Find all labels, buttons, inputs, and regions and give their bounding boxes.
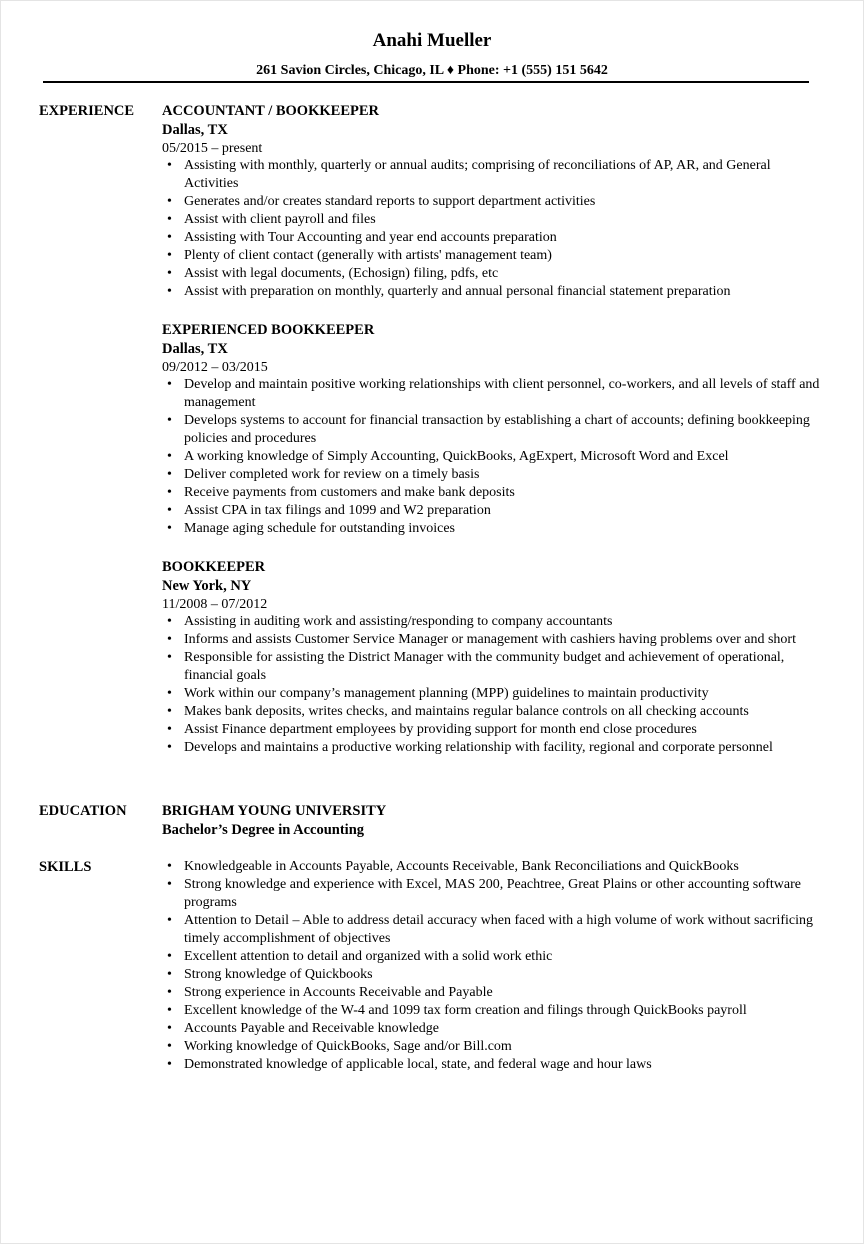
skill-bullet: • Accounts Payable and Receivable knowledge <box>162 1020 822 1038</box>
header-divider <box>43 81 809 83</box>
candidate-name: Anahi Mueller <box>372 30 492 51</box>
skill-bullet: • Knowledgeable in Accounts Payable, Accounts Receivable, Bank Reconciliations and QuickBooks <box>162 858 822 876</box>
contact-line: 261 Savion Circles, Chicago, IL ♦ Phone: +1 (555) 151 5642 <box>256 63 608 78</box>
experience-heading: EXPERIENCE <box>39 103 135 119</box>
job-bullet: • Informs and assists Customer Service Manager or management with cashiers having problems over and short <box>162 631 822 649</box>
job-bullets <box>162 613 822 757</box>
job-bullets <box>162 376 822 538</box>
skills-heading: SKILLS <box>39 859 92 875</box>
job-bullet: • Receive payments from customers and make bank deposits <box>162 484 822 502</box>
job-bullet: • A working knowledge of Simply Accounting, QuickBooks, AgExpert, Microsoft Word and Excel <box>162 448 822 466</box>
job-title: ACCOUNTANT / BOOKKEEPER <box>162 103 379 119</box>
job-bullet: • Deliver completed work for review on a timely basis <box>162 466 822 484</box>
job-title: BOOKKEEPER <box>162 559 266 575</box>
job-location: Dallas, TX <box>162 122 228 138</box>
job-dates: 05/2015 – present <box>162 141 263 156</box>
job-bullet: • Makes bank deposits, writes checks, and maintains regular balance controls on all checking accounts <box>162 703 822 721</box>
job-bullet: • Assisting in auditing work and assisting/responding to company accountants <box>162 613 822 631</box>
job-bullet: • Assist with preparation on monthly, quarterly and annual personal financial statement preparation <box>162 283 822 301</box>
degree: Bachelor’s Degree in Accounting <box>162 822 365 838</box>
job-bullet: • Assist with client payroll and files <box>162 211 822 229</box>
skill-bullet: • Attention to Detail – Able to address detail accuracy when faced with a high volume of work without sacrificing timely accomplishment of objectives <box>162 912 822 948</box>
job-location: Dallas, TX <box>162 341 228 357</box>
job-entry <box>162 321 822 538</box>
skill-bullet: • Excellent attention to detail and organized with a solid work ethic <box>162 948 822 966</box>
job-dates: 09/2012 – 03/2015 <box>162 360 268 375</box>
skill-bullet: • Strong knowledge of Quickbooks <box>162 966 822 984</box>
job-location: New York, NY <box>162 578 252 594</box>
job-bullets <box>162 157 822 301</box>
job-bullet: • Assisting with monthly, quarterly or annual audits; comprising of reconciliations of AP, AR, and General Activities <box>162 157 822 193</box>
job-bullet: • Assist with legal documents, (Echosign) filing, pdfs, etc <box>162 265 822 283</box>
school-name: BRIGHAM YOUNG UNIVERSITY <box>162 803 387 819</box>
job-bullet: • Develops and maintains a productive working relationship with facility, regional and corporate personnel <box>162 739 822 757</box>
skill-bullet: • Demonstrated knowledge of applicable local, state, and federal wage and hour laws <box>162 1056 822 1074</box>
job-bullet: • Develop and maintain positive working relationships with client personnel, co-workers, and all levels of staff and management <box>162 376 822 412</box>
skill-bullet: • Excellent knowledge of the W-4 and 1099 tax form creation and filings through QuickBooks payroll <box>162 1002 822 1020</box>
job-bullet: • Assist Finance department employees by providing support for month end close procedures <box>162 721 822 739</box>
job-bullet: • Manage aging schedule for outstanding invoices <box>162 520 822 538</box>
education-entry <box>162 802 822 840</box>
job-bullet: • Assisting with Tour Accounting and year end accounts preparation <box>162 229 822 247</box>
job-bullet: • Assist CPA in tax filings and 1099 and W2 preparation <box>162 502 822 520</box>
job-dates: 11/2008 – 07/2012 <box>162 597 268 612</box>
skill-bullet: • Strong experience in Accounts Receivable and Payable <box>162 984 822 1002</box>
education-heading: EDUCATION <box>39 803 127 819</box>
job-entry <box>162 558 822 757</box>
job-title: EXPERIENCED BOOKKEEPER <box>162 322 375 338</box>
job-bullet: • Work within our company’s management planning (MPP) guidelines to maintain productivity <box>162 685 822 703</box>
skill-bullet: • Working knowledge of QuickBooks, Sage and/or Bill.com <box>162 1038 822 1056</box>
skills-bullets <box>162 858 822 1074</box>
skills-list <box>162 858 822 1074</box>
job-bullet: • Plenty of client contact (generally with artists' management team) <box>162 247 822 265</box>
job-bullet: • Develops systems to account for financial transaction by establishing a chart of accounts; defining bookkeeping policies and procedures <box>162 412 822 448</box>
job-bullet: • Generates and/or creates standard reports to support department activities <box>162 193 822 211</box>
experience-list <box>162 102 822 777</box>
skill-bullet: • Strong knowledge and experience with Excel, MAS 200, Peachtree, Great Plains or other accounting software programs <box>162 876 822 912</box>
job-entry <box>162 102 822 301</box>
job-bullet: • Responsible for assisting the District Manager with the community budget and achievement of operational, financial goals <box>162 649 822 685</box>
